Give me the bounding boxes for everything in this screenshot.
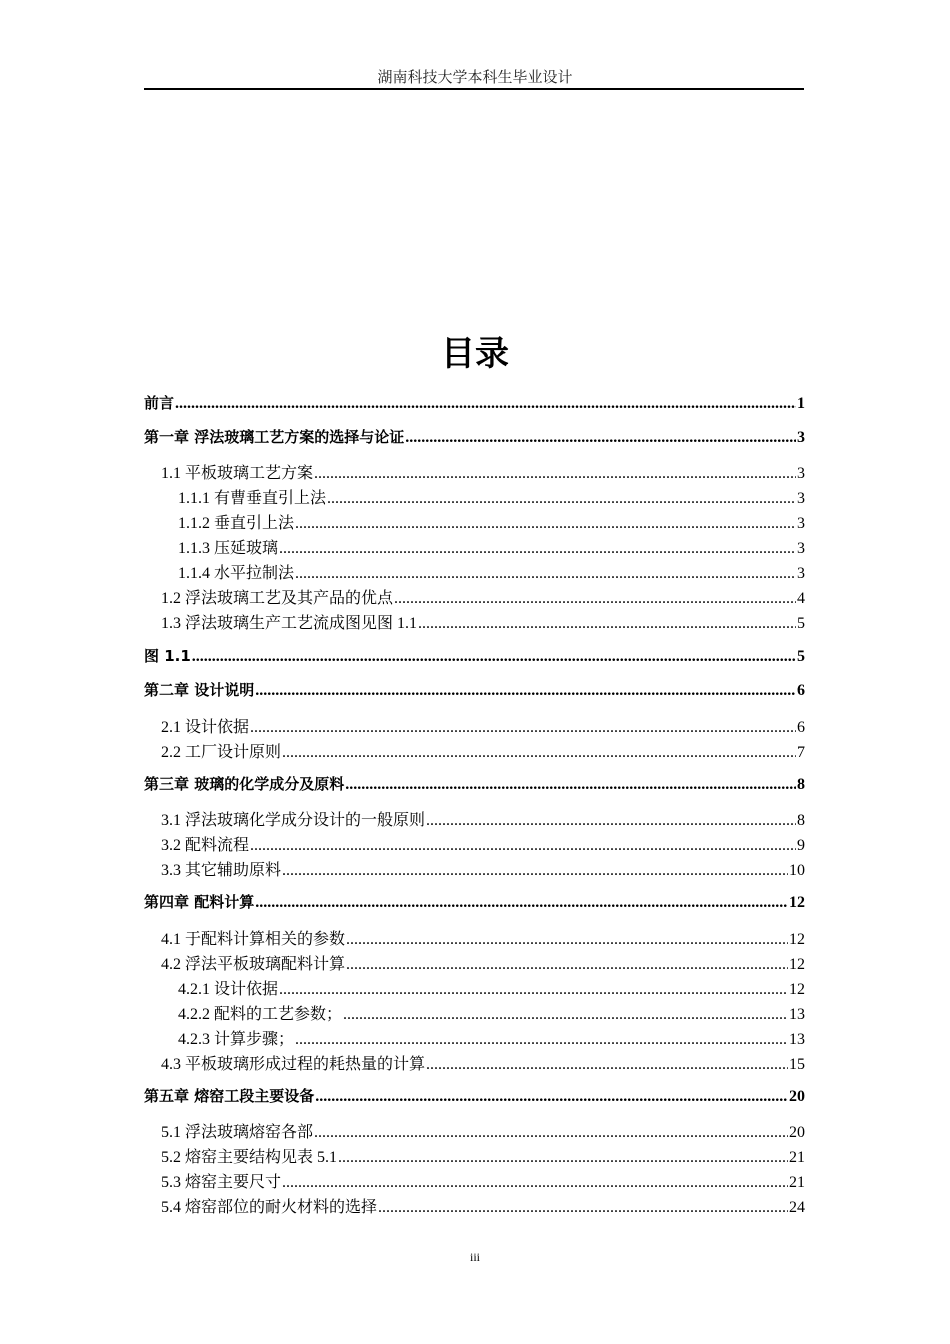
- toc-entry[interactable]: [144, 679, 805, 703]
- toc-entry-label: 1.1 平板玻璃工艺方案: [161, 465, 314, 482]
- toc-entry[interactable]: [161, 1144, 805, 1168]
- dot-leader: [394, 590, 796, 608]
- toc-entry-label: 2.2 工厂设计原则: [161, 744, 282, 761]
- running-header: 湖南科技大学本科生毕业设计: [377, 70, 573, 86]
- toc-entry-label: 1.1.1 有曹垂直引上法: [178, 490, 327, 507]
- dot-leader: [282, 862, 788, 880]
- toc-entry[interactable]: [161, 807, 805, 831]
- toc-entry[interactable]: [161, 585, 805, 609]
- toc-entry-page: 3: [797, 429, 805, 446]
- toc-entry-label: 1.3 浮法玻璃生产工艺流成图见图 1.1: [161, 615, 418, 632]
- toc-entry[interactable]: [178, 485, 805, 509]
- dot-leader: [192, 648, 796, 666]
- toc-entry-label: 3.3 其它辅助原料: [161, 862, 282, 879]
- toc-entry-label: 4.2 浮法平板玻璃配料计算: [161, 956, 346, 973]
- toc-entry-label: 4.2.3 计算步骤；: [178, 1031, 295, 1048]
- toc-entry[interactable]: [161, 951, 805, 975]
- toc-entry-label: 5.1 浮法玻璃熔窑各部: [161, 1124, 314, 1141]
- toc-entry[interactable]: [178, 1001, 805, 1025]
- dot-leader: [282, 744, 796, 762]
- dot-leader: [279, 540, 796, 558]
- toc-entry-label: 第三章 玻璃的化学成分及原料: [144, 775, 345, 793]
- toc-entry-label: 第五章 熔窑工段主要设备: [144, 1087, 315, 1105]
- toc-entry-page: 12: [789, 894, 805, 911]
- dot-leader: [282, 1174, 788, 1192]
- header-rule: [144, 88, 804, 90]
- dot-leader: [345, 776, 796, 794]
- toc-entry-page: 13: [789, 1006, 805, 1023]
- dot-leader: [327, 490, 796, 508]
- toc-entry-page: 1: [797, 395, 805, 412]
- toc-entry[interactable]: [161, 832, 805, 856]
- toc-entry[interactable]: [144, 392, 805, 416]
- toc-entry[interactable]: [161, 739, 805, 763]
- dot-leader: [426, 812, 796, 830]
- toc-entry-page: 12: [789, 931, 805, 948]
- toc-entry[interactable]: [161, 1119, 805, 1143]
- dot-leader: [346, 931, 788, 949]
- toc-entry-page: 5: [797, 648, 805, 665]
- toc-entry[interactable]: [144, 891, 805, 915]
- toc-entry-page: 21: [789, 1174, 805, 1191]
- toc-entry-label: 4.2.2 配料的工艺参数；: [178, 1006, 343, 1023]
- toc-entry-label: 第二章 设计说明: [144, 681, 255, 699]
- toc-entry[interactable]: [178, 976, 805, 1000]
- toc-title: 目录: [441, 334, 509, 374]
- dot-leader: [314, 465, 796, 483]
- toc-entry-page: 24: [789, 1199, 805, 1216]
- toc-entry-page: 3: [797, 565, 805, 582]
- dot-leader: [378, 1199, 788, 1217]
- toc-entry-page: 3: [797, 490, 805, 507]
- dot-leader: [418, 615, 796, 633]
- toc-entry[interactable]: [161, 1194, 805, 1218]
- toc-entry-label: 1.1.4 水平拉制法: [178, 565, 295, 582]
- dot-leader: [315, 1088, 788, 1106]
- toc-entry[interactable]: [161, 460, 805, 484]
- toc-entry-label: 前言: [144, 394, 175, 412]
- toc-entry-page: 7: [797, 744, 805, 761]
- page-number: iii: [469, 1250, 480, 1264]
- toc-entry-page: 9: [797, 837, 805, 854]
- toc-entry-page: 15: [789, 1056, 805, 1073]
- toc-entry-label: 5.2 熔窑主要结构见表 5.1: [161, 1149, 338, 1166]
- toc-entry[interactable]: [178, 535, 805, 559]
- toc-entry-page: 20: [789, 1088, 805, 1105]
- toc-entry-label: 2.1 设计依据: [161, 719, 250, 736]
- dot-leader: [426, 1056, 788, 1074]
- dot-leader: [338, 1149, 788, 1167]
- toc-entry-page: 12: [789, 956, 805, 973]
- toc-entry-page: 20: [789, 1124, 805, 1141]
- dot-leader: [295, 515, 796, 533]
- dot-leader: [279, 981, 788, 999]
- toc-entry-label: 5.4 熔窑部位的耐火材料的选择: [161, 1199, 378, 1216]
- toc-entry-label: 3.2 配料流程: [161, 837, 250, 854]
- toc-entry-page: 8: [797, 776, 805, 793]
- dot-leader: [255, 894, 788, 912]
- dot-leader: [405, 429, 796, 447]
- toc-entry[interactable]: [178, 560, 805, 584]
- toc-entry-page: 12: [789, 981, 805, 998]
- toc-entry-page: 3: [797, 515, 805, 532]
- toc-entry[interactable]: [161, 1051, 805, 1075]
- dot-leader: [175, 395, 796, 413]
- toc-entry[interactable]: [161, 1169, 805, 1193]
- toc-entry[interactable]: [161, 857, 805, 881]
- toc-entry[interactable]: [161, 714, 805, 738]
- toc-entry-label: 4.1 于配料计算相关的参数: [161, 931, 346, 948]
- toc-entry-label: 图 1.1: [144, 647, 191, 665]
- toc-entry-page: 5: [797, 615, 805, 632]
- toc-entry-label: 1.1.3 压延玻璃: [178, 540, 279, 557]
- toc-entry-label: 5.3 熔窑主要尺寸: [161, 1174, 282, 1191]
- toc-entry-page: 21: [789, 1149, 805, 1166]
- toc-entry-page: 6: [797, 719, 805, 736]
- toc-entry-label: 第一章 浮法玻璃工艺方案的选择与论证: [144, 428, 405, 446]
- toc-entry-page: 10: [789, 862, 805, 879]
- toc-entry[interactable]: [144, 426, 805, 450]
- toc-entry-label: 4.3 平板玻璃形成过程的耗热量的计算: [161, 1056, 426, 1073]
- toc-entry-page: 8: [797, 812, 805, 829]
- dot-leader: [255, 682, 796, 700]
- toc-entry[interactable]: [144, 1085, 805, 1109]
- dot-leader: [250, 837, 796, 855]
- toc-entry-page: 3: [797, 465, 805, 482]
- toc-entry-label: 1.2 浮法玻璃工艺及其产品的优点: [161, 590, 394, 607]
- toc-entry-label: 3.1 浮法玻璃化学成分设计的一般原则: [161, 812, 426, 829]
- toc-entry-label: 4.2.1 设计依据: [178, 981, 279, 998]
- toc-entry-label: 第四章 配料计算: [144, 893, 255, 911]
- dot-leader: [250, 719, 796, 737]
- dot-leader: [314, 1124, 788, 1142]
- toc-entry[interactable]: [178, 1026, 805, 1050]
- toc-entry-page: 13: [789, 1031, 805, 1048]
- toc-entry[interactable]: [144, 773, 805, 797]
- toc-entry[interactable]: [161, 610, 805, 634]
- toc-entry-label: 1.1.2 垂直引上法: [178, 515, 295, 532]
- dot-leader: [343, 1006, 788, 1024]
- dot-leader: [346, 956, 788, 974]
- toc-entry[interactable]: [144, 645, 805, 669]
- dot-leader: [295, 1031, 788, 1049]
- toc-entry-page: 6: [797, 682, 805, 699]
- dot-leader: [295, 565, 796, 583]
- toc-entry[interactable]: [161, 926, 805, 950]
- toc-entry-page: 4: [797, 590, 805, 607]
- toc-entry-page: 3: [797, 540, 805, 557]
- toc-entry[interactable]: [178, 510, 805, 534]
